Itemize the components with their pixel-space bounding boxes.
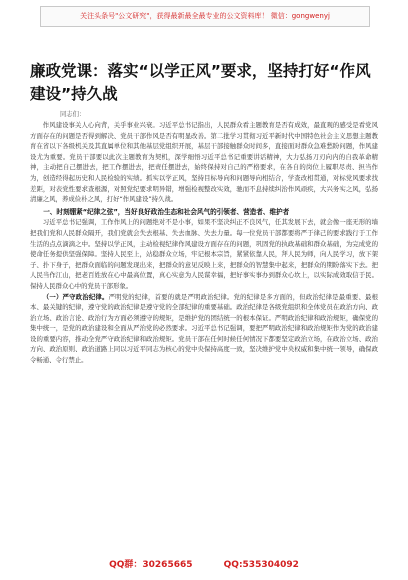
body-paragraph: 作风建设事关人心向背，关乎事业兴衰。习近平总书记指出，人民群众看主题教育是否有成效，最直观的感受是看党风方面存在的问题是否得到解决、党员干部作风是否有明显改善。第二批学习贯彻习近平新时代中国特色社会主义思想主题教育在省以下各级机关及其直属单位和其他基层党组织开展，基层干部接触群众时间多，直接面对群众急难愁盼问题，作风建设尤为重要。党员干部要以此次主题教育为契机，深学细悟习近平总书记重要讲话精神，大力弘扬刀刃向内的自我革命精神，主动把自己摆进去，把工作摆进去，把责任摆进去，始终保持对自己的严格要求，在各自的岗位上履职尽责、担当作为，创造经得起历史和人民检验的实绩。抓实以学正风，坚持目标导向和问题导向相结合，学查改相贯通，对标党风要求找差距，对表党性要求查根源，对照党纪要求明异错，增强检视整改实效，驰而不息持续纠治作风顽疾，大兴务实之风，弘扬清廉之风，养成俭朴之风，打好“作风建设”持久战。 (30, 121, 378, 204)
contact-footer (0, 557, 408, 570)
body-paragraph: 习近平总书记强调，工作作风上的问题绝对不是小事，如果不坚决纠正不良风气，任其发展下去，就会像一座无形的墙把我们党和人民群众隔开，我们党就会失去根基、失去血脉、失去力量。每一位党员干部都要将严于律己的要求践行于工作生活的点点滴滴之中。坚持以学正风，主动检视纪律作风建设方面存在的问题，巩固党的执政基础和群众基础，为完成党的使命任务提供坚强保障。坚持人民至上，站稳群众立场，牢记根本宗旨，紧紧依靠人民，拜人民为师，向人民学习，放下架子、扑下身子，把群众面临的问题发现出来，把群众的意见反映上来，把群众的智慧集中起来，把群众的期盼落实下去。把人民当作江山，把老百姓放在心中最高位置，真心实意为人民谋幸福，把好事实事办到群众心坎上，以实际成效取信于民。保持人民群众心中的党员干部形象。 (30, 218, 378, 290)
section-heading: 一、时刻绷紧“纪律之弦”，当好良好政治生态和社会风气的引领者、营造者、维护者 (43, 207, 290, 216)
qq-group-label: QQ群：30265665 (109, 560, 193, 570)
qq-label: QQ:535304092 (223, 560, 299, 570)
document-title: 廉政党课：落实“以学正风”要求，坚持打好“作风建设”持久战 (30, 62, 371, 103)
subsection-paragraph (30, 292, 378, 366)
document-body (30, 120, 378, 540)
subsection-heading: （一）严守政治纪律。 (42, 292, 109, 301)
promo-banner: 关注头条号"公文研究"，获得最新最全最专业的公文资料库！ 微信：gongwenyj (40, 6, 370, 27)
subsection-text: 严明党的纪律，首要的就是严明政治纪律。党的纪律是多方面的，但政治纪律是最重要、最根本、最关键的纪律，遵守党的政治纪律是遵守党的全部纪律的重要基础。政治纪律是各级党组织和全体党员在政治方向、政治立场、政治言论、政治行为方面必须遵守的规矩，是维护党的团结统一的根本保证。严明政治纪律和政治规矩，确保党的集中统一，是党的政治建设和全面从严治党的必然要求。习近平总书记强调，要把严明政治纪律和政治规矩作为党的政治建设的重要内容，推动全党严守政治纪律和政治规矩。党员干部在任何时候任何情况下都要坚定政治立场，在政治立场、政治方向、政治原则、政治道路上同以习近平同志为核心的党中央保持高度一致，坚决维护党中央权威和集中统一领导，确保政令畅通、令行禁止。 (30, 292, 378, 365)
salutation: 同志们： (60, 111, 86, 118)
